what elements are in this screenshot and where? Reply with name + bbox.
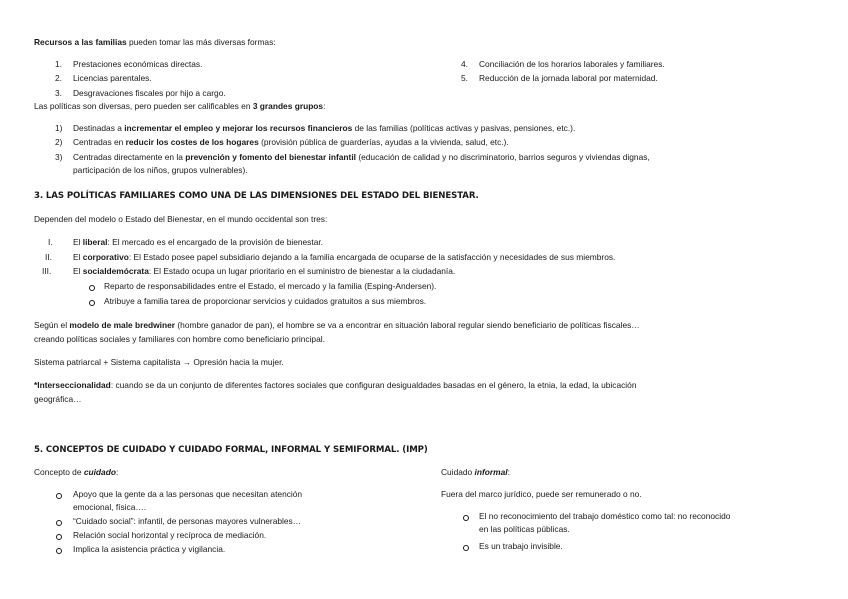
list-item: Licencias parentales.: [73, 73, 152, 83]
circle-bullet-icon: [463, 515, 469, 521]
list-number: 1.: [55, 59, 62, 69]
section-3-heading: 3. LAS POLÍTICAS FAMILIARES COMO UNA DE LAS DIMENSIONES DEL ESTADO DEL BIENESTAR.: [34, 191, 479, 201]
list-item: Atribuye a familia tarea de proporcionar servicios y cuidados gratuitos a sus miembros.: [104, 296, 427, 306]
breadwinner-paragraph: [34, 320, 640, 331]
item-text: : El mercado es el encargado de la provisión de bienestar.: [107, 237, 324, 247]
item-text: : El Estado ocupa un lugar prioritario en el suministro de bienestar a la ciudadanía.: [148, 266, 456, 276]
system-line: [34, 357, 284, 368]
item-text: Centradas directamente en la: [73, 152, 186, 162]
list-item: “Cuidado social”: infantil, de personas mayores vulnerables…: [73, 516, 302, 526]
intro-bold: Recursos a las familias: [34, 37, 127, 47]
list-number: 2): [55, 137, 63, 147]
list-number: 2.: [55, 73, 62, 83]
item-text: de las familias (políticas activas y pasivas, pensiones, etc.).: [352, 123, 576, 133]
circle-bullet-icon: [463, 545, 469, 551]
item-text: (educación de calidad y no discriminatorio, barrios seguros y viviendas dignas,: [356, 152, 650, 162]
list-item-continuation: participación de los niños, grupos vulnerables).: [73, 165, 248, 175]
list-item: Conciliación de los horarios laborales y familiares.: [479, 59, 665, 69]
item-text: Destinadas a: [73, 123, 125, 133]
list-item: Relación social horizontal y recíproca de mediación.: [73, 530, 267, 540]
breadwinner-paragraph-line2: creando políticas sociales y familiares con hombre como beneficiario principal.: [34, 334, 325, 344]
list-item: El no reconocimiento del trabajo doméstico como tal: no reconocido: [479, 511, 731, 521]
title-emphasis: informal: [474, 467, 508, 477]
list-item: Desgravaciones fiscales por hijo a cargo.: [73, 88, 226, 98]
title-emphasis: cuidado: [83, 467, 116, 477]
item-text: El: [73, 266, 83, 276]
arrow-right-icon: →: [182, 357, 192, 367]
list-number: 5.: [461, 73, 468, 83]
term-bold: *Interseccionalidad: [34, 380, 111, 390]
list-item: Reducción de la jornada laboral por maternidad.: [479, 73, 658, 83]
list-number: 4.: [461, 59, 468, 69]
circle-bullet-icon: [89, 300, 95, 306]
item-bold: corporativo: [82, 252, 129, 262]
list-item: Reparto de responsabilidades entre el Estado, el mercado y la familia (Esping-Andersen).: [104, 281, 437, 291]
paragraph-text: (hombre ganador de pan), el hombre se va a encontrar en situación laboral regular siendo beneficiario de políticas fiscales…: [175, 320, 640, 330]
item-text: (provisión pública de guarderías, ayudas a la vivienda, salud, etc.).: [258, 137, 509, 147]
list-item: Apoyo que la gente da a las personas que necesitan atención: [73, 489, 303, 499]
informal-care-paragraph: Fuera del marco jurídico, puede ser remunerado o no.: [441, 489, 642, 499]
list-item: [73, 252, 615, 263]
circle-bullet-icon: [56, 520, 62, 526]
roman-number: I.: [48, 237, 53, 247]
list-item: [73, 152, 650, 163]
item-text: El: [73, 252, 83, 262]
item-bold: reducir los costes de los hogares: [125, 137, 259, 147]
item-text: El: [73, 237, 83, 247]
system-text: Opresión hacia la mujer.: [191, 357, 284, 367]
list-item-continuation: emocional, física….: [73, 502, 147, 512]
intro-line: [34, 37, 276, 48]
roman-number: II.: [45, 252, 52, 262]
care-concept-title: [34, 467, 118, 478]
title-colon: :: [507, 467, 510, 477]
policies-intro: [34, 101, 325, 112]
intersectionality-paragraph: [34, 380, 636, 391]
list-number: 3): [55, 152, 63, 162]
title-colon: :: [115, 467, 119, 477]
informal-care-title: [441, 467, 510, 478]
item-text: Centradas en: [73, 137, 126, 147]
circle-bullet-icon: [56, 534, 62, 540]
title-text: Concepto de: [34, 467, 84, 477]
section-3-intro: Dependen del modelo o Estado del Bienestar, en el mundo occidental son tres:: [34, 214, 328, 224]
paragraph-text: Según el: [34, 320, 70, 330]
list-item-continuation: en las políticas públicas.: [479, 524, 570, 534]
list-number: 3.: [55, 88, 62, 98]
list-item: [73, 237, 323, 248]
item-bold: incrementar el empleo y mejorar los recursos financieros: [124, 123, 353, 133]
roman-number: III.: [42, 266, 52, 276]
policies-intro-colon: :: [323, 101, 326, 111]
circle-bullet-icon: [89, 285, 95, 291]
intro-rest: pueden tomar las más diversas formas:: [126, 37, 276, 47]
title-text: Cuidado: [441, 467, 475, 477]
circle-bullet-icon: [56, 493, 62, 499]
list-item: [73, 266, 455, 277]
paragraph-bold: modelo de male bredwiner: [69, 320, 176, 330]
list-item: Implica la asistencia práctica y vigilancia.: [73, 544, 226, 554]
item-bold: socialdemócrata: [82, 266, 149, 276]
policies-intro-bold: 3 grandes grupos: [252, 101, 324, 111]
item-bold: liberal: [82, 237, 108, 247]
intersectionality-line2: geográfica…: [34, 394, 82, 404]
list-item: [73, 123, 575, 134]
item-text: : El Estado posee papel subsidiario dejando a la familia encargada de ocuparse de la satisfacción y necesidades de sus miembros.: [128, 252, 616, 262]
list-item: [73, 137, 509, 148]
policies-intro-text: Las políticas son diversas, pero pueden ser calificables en: [34, 101, 253, 111]
system-text: Sistema patriarcal + Sistema capitalista: [34, 357, 183, 367]
list-number: 1): [55, 123, 63, 133]
paragraph-text: : cuando se da un conjunto de diferentes factores sociales que configuran desigualdades basadas en el género, la etnia, la edad, la ubicación: [110, 380, 637, 390]
section-5-heading: 5. CONCEPTOS DE CUIDADO Y CUIDADO FORMAL, INFORMAL Y SEMIFORMAL. (IMP): [34, 445, 428, 455]
list-item: Es un trabajo invisible.: [479, 541, 563, 551]
item-bold: prevención y fomento del bienestar infantil: [185, 152, 356, 162]
list-item: Prestaciones económicas directas.: [73, 59, 203, 69]
circle-bullet-icon: [56, 548, 62, 554]
